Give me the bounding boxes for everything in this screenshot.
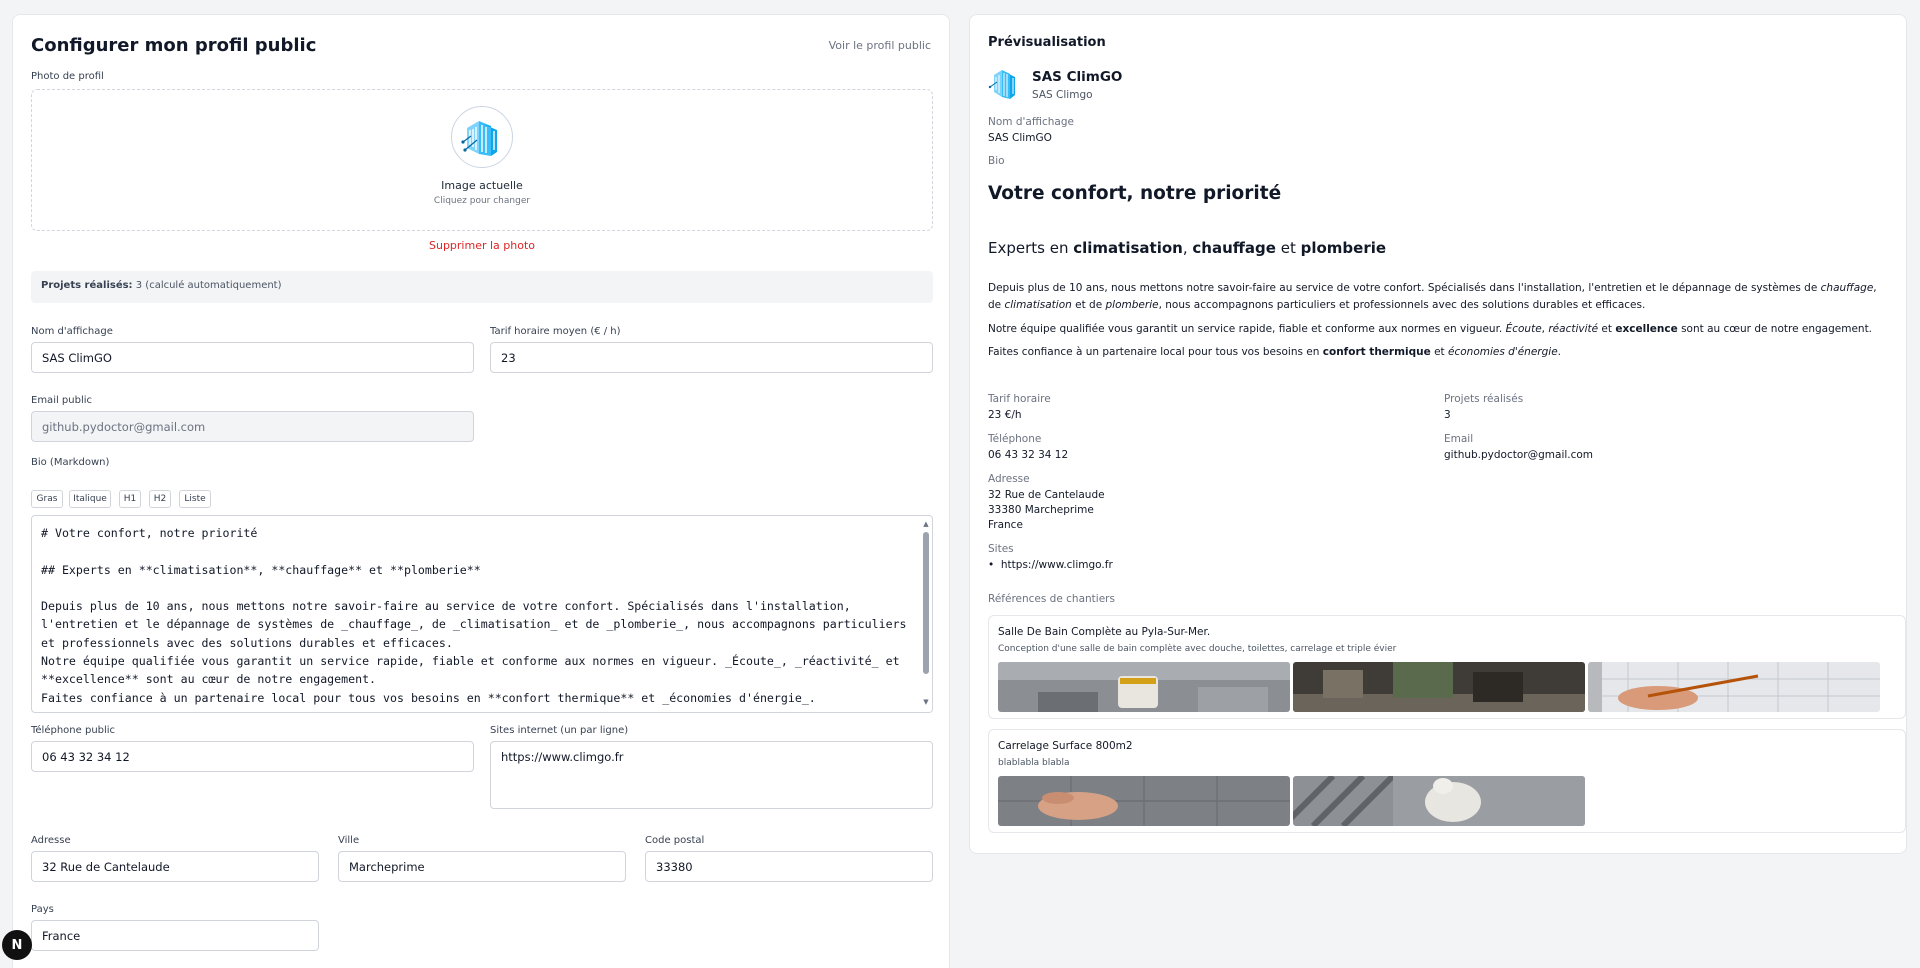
photo-tile-measuring-icon [1588,662,1880,712]
references-label: Références de chantiers [988,593,1115,605]
public-email-label: Email public [31,395,93,406]
company-logo-icon [457,112,507,162]
reference-description: blablabla blabla [998,758,1070,768]
bio-heading-1: Votre confort, notre priorité [988,183,1282,204]
business-name: SAS ClimGO [1032,69,1123,85]
reference-photo[interactable] [1588,662,1880,712]
projects-value: 3 [1444,409,1451,421]
reference-title: Carrelage Surface 800m2 [998,740,1133,752]
delete-photo-button[interactable]: Supprimer la photo [428,239,536,252]
h2-bold-2: chauffage [1192,239,1276,257]
address-line-1: 32 Rue de Cantelaude [988,489,1105,501]
bio-paragraph-3 [988,344,1890,361]
p2-text-4: sont au cœur de notre engagement. [1677,323,1873,335]
bold-button[interactable]: Gras [31,490,63,508]
hourly-rate-label: Tarif horaire moyen (€ / h) [490,326,621,337]
address-input[interactable]: 32 Rue de Cantelaude [31,851,319,882]
h2-bold-3: plomberie [1300,239,1387,257]
photo-current-label: Image actuelle [441,179,523,192]
photo-worker-site-icon [1293,662,1585,712]
p3-text-2: et [1430,346,1449,358]
address-line-2: 33380 Marcheprime [988,504,1094,516]
photo-change-hint: Cliquez pour changer [433,196,531,206]
reference-photo[interactable] [998,776,1290,826]
view-public-profile-link[interactable]: Voir le profil public [828,39,931,52]
hourly-rate-input[interactable]: 23 [490,342,933,373]
profile-photo[interactable] [451,106,513,168]
bio-heading-2 [988,239,1386,257]
country-label: Pays [31,904,54,915]
reference-description: Conception d'une salle de bain complète avec douche, toilettes, carrelage et triple évier [998,644,1397,654]
h2-button[interactable]: H2 [149,490,171,508]
postal-code-label: Code postal [645,835,705,846]
reference-photo[interactable] [1293,776,1585,826]
page-title: Configurer mon profil public [31,35,317,56]
preview-title: Prévisualisation [988,35,1106,50]
p1-text-1: Depuis plus de 10 ans, nous mettons notre savoir-faire au service de votre confort. Spécialisés dans l'installation, l'entretien et le dépannage de systèmes de [988,282,1821,294]
p3-text-1: Faites confiance à un partenaire local pour tous vos besoins en [988,346,1323,358]
p1-italic-2: climatisation [1004,299,1072,311]
email-value: github.pydoctor@gmail.com [1444,449,1594,461]
bio-paragraph-1 [988,280,1890,314]
h2-sep-2: et [1275,239,1301,257]
profile-form-panel [12,14,950,968]
address-line-3: France [988,519,1023,531]
scrollbar-thumb[interactable] [923,532,929,674]
projects-count-info [31,271,933,303]
p1-text-4: , nous accompagnons particuliers et professionnels avec des solutions durables et efficaces. [1158,299,1646,311]
photo-upload-zone[interactable] [31,89,933,231]
p3-bold-1: confort thermique [1322,346,1431,358]
p3-text-3: . [1557,346,1561,358]
p1-text-3: et de [1071,299,1106,311]
address-label: Adresse [31,835,71,846]
preview-display-name-label: Nom d'affichage [988,116,1074,128]
scroll-up-icon[interactable]: ▲ [923,520,929,528]
scroll-down-icon[interactable]: ▼ [923,698,929,706]
h2-sep-1: , [1182,239,1193,257]
p1-text-2: , de [988,282,1877,311]
p3-italic-1: économies d'énergie [1448,346,1558,358]
photo-renovation-paint-icon [998,662,1290,712]
reference-card[interactable] [988,729,1906,833]
public-email-input: github.pydoctor@gmail.com [31,411,474,442]
site-link[interactable]: https://www.climgo.fr [1000,559,1113,571]
public-phone-input[interactable]: 06 43 32 34 12 [31,741,474,772]
email-label: Email [1444,433,1474,445]
projects-count-label: Projets réalisés: [41,280,133,291]
country-input[interactable]: France [31,920,319,951]
p2-text-1: Notre équipe qualifiée vous garantit un service rapide, fiable et conforme aux normes en vigueur. [988,323,1506,335]
websites-textarea[interactable]: https://www.climgo.fr [490,741,933,809]
bio-markdown-content[interactable]: # Votre confort, notre priorité ## Experts en **climatisation**, **chauffage** et **plomberie** Depuis plus de 10 ans, nous mettons notre savoir-faire au service de votre confort. Spécialisés dans l'installation, l'entretien et le dépannage de systèmes de _chauffage_, de _climatisation_ et de _plomberie_, nous accompagnons particuliers et professionnels avec des solutions durables et efficaces. Notre équipe qualifiée vous garantit un service rapide, fiable et conforme aux normes en vigueur. _Écoute_, _réactivité_ et **excellence** sont au cœur de notre engagement. Faites confiance à un partenaire local pour tous vos besoins en **confort thermique** et _économies d'énergie_. [41,526,907,705]
bio-scrollbar[interactable] [922,520,930,706]
h1-button[interactable]: H1 [119,490,141,508]
floating-action-button[interactable]: N [2,930,32,960]
reference-card[interactable] [988,615,1906,719]
p1-italic-3: plomberie [1105,299,1159,311]
rate-label: Tarif horaire [988,393,1051,405]
h2-prefix: Experts en [988,239,1074,257]
address-label-preview: Adresse [988,473,1030,485]
p2-text-2: , [1541,323,1549,335]
business-subtitle: SAS Climgo [1032,89,1093,101]
preview-display-name-value: SAS ClimGO [988,132,1052,144]
p1-italic-1: chauffage [1820,282,1874,294]
site-list-item[interactable] [988,558,1113,573]
websites-label: Sites internet (un par ligne) [490,725,629,736]
postal-code-input[interactable]: 33380 [645,851,933,882]
city-input[interactable]: Marcheprime [338,851,626,882]
display-name-label: Nom d'affichage [31,326,113,337]
photo-label: Photo de profil [31,71,104,82]
p2-bold-1: excellence [1615,323,1678,335]
bio-label: Bio (Markdown) [31,457,110,468]
reference-photo[interactable] [1293,662,1585,712]
company-logo-small-icon [988,65,1022,103]
phone-value: 06 43 32 34 12 [988,449,1069,461]
p2-italic-2: réactivité [1548,323,1599,335]
photo-tiling-hand-icon [998,776,1290,826]
italic-button[interactable]: Italique [69,490,111,508]
p2-text-3: et [1598,323,1616,335]
p2-italic-1: Écoute [1505,323,1542,335]
phone-label: Téléphone [988,433,1042,445]
list-button[interactable]: Liste [179,490,211,508]
reference-title: Salle De Bain Complète au Pyla-Sur-Mer. [998,626,1211,638]
preview-bio-label: Bio [988,155,1005,167]
bio-markdown-textarea[interactable] [31,515,933,713]
bullet-icon: • [988,559,995,571]
public-phone-label: Téléphone public [31,725,116,736]
reference-photo[interactable] [998,662,1290,712]
projects-count-value: 3 (calculé automatiquement) [135,280,282,291]
display-name-input[interactable]: SAS ClimGO [31,342,474,373]
rate-value: 23 €/h [988,409,1022,421]
photo-tiling-gloves-icon [1293,776,1585,826]
preview-panel [969,14,1907,854]
h2-bold-1: climatisation [1073,239,1183,257]
city-label: Ville [338,835,360,846]
bio-paragraph-2 [988,321,1890,338]
projects-label: Projets réalisés [1444,393,1524,405]
sites-label: Sites [988,543,1014,555]
